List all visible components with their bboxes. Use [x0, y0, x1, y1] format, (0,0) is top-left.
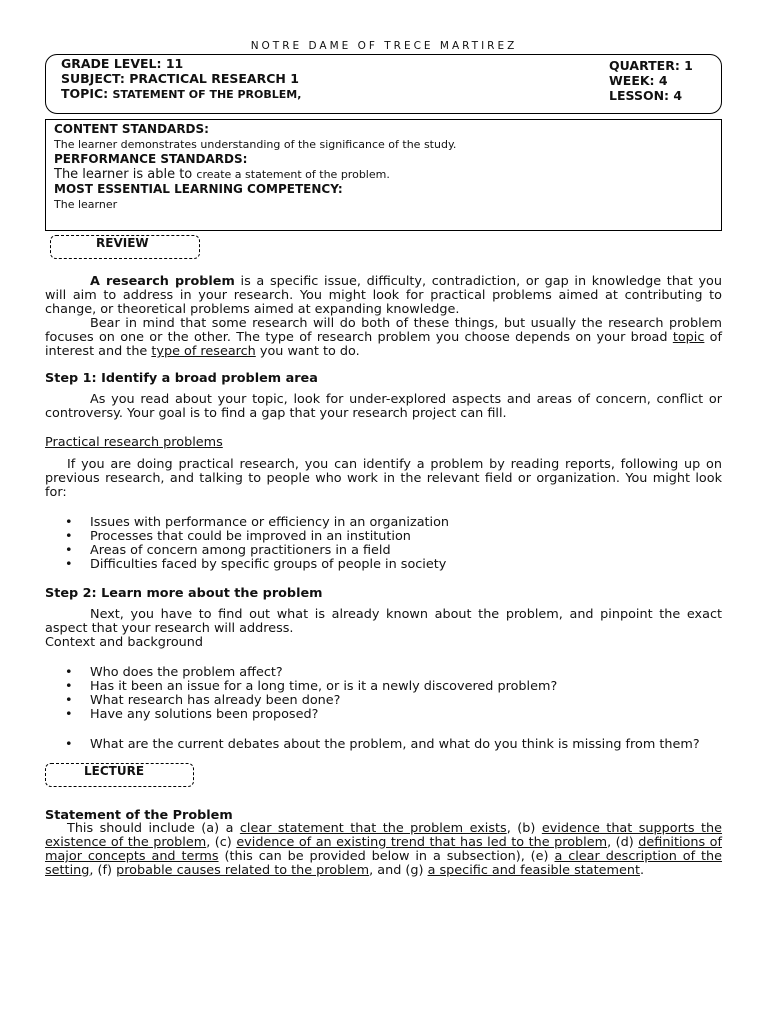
step1-section — [45, 393, 722, 421]
step2-list — [45, 666, 722, 722]
intro-section — [45, 275, 722, 359]
lesson: LESSON: 4 — [609, 88, 683, 103]
performance-standards-heading: PERFORMANCE STANDARDS: — [54, 152, 248, 166]
header-right — [609, 58, 693, 103]
list-item: • What are the current debates about the problem, and what do you think is missing from them? — [45, 738, 722, 752]
list-item: • What research has already been done? — [45, 694, 722, 708]
step2-heading: Step 2: Learn more about the problem — [45, 586, 323, 601]
intro-paragraph-1: A research problem is a specific issue, difficulty, contradiction, or gap in knowledge that you will aim to address in your research. You might look for practical problems aimed at contributing to change, or theoretical problems aimed at expanding knowledge. — [45, 274, 722, 317]
step1-heading: Step 1: Identify a broad problem area — [45, 371, 318, 386]
list-item: • Difficulties faced by specific groups of people in society — [45, 558, 722, 572]
review-label: REVIEW — [96, 236, 149, 250]
list-item: • Have any solutions been proposed? — [45, 708, 722, 722]
list-item: • Processes that could be improved in an institution — [45, 530, 722, 544]
performance-prefix: The learner is able to — [54, 167, 197, 182]
competency-heading: MOST ESSENTIAL LEARNING COMPETENCY: — [54, 182, 343, 196]
statement-heading: Statement of the Problem — [45, 808, 233, 823]
header-left — [61, 56, 301, 102]
content-standards-text: The learner demonstrates understanding of the significance of the study. — [54, 138, 457, 151]
type-of-research-link[interactable]: type of research — [151, 344, 256, 359]
topic-link[interactable]: topic — [672, 330, 705, 345]
standards — [54, 122, 456, 212]
performance-standards-text: create a statement of the problem. — [196, 168, 390, 181]
statement-section — [45, 822, 722, 878]
competency-text: The learner — [54, 198, 118, 211]
context-subheading: Context and background — [45, 635, 204, 650]
practical-section — [45, 458, 722, 500]
list-item: • Who does the problem affect? — [45, 666, 722, 680]
practical-heading: Practical research problems — [45, 435, 223, 450]
list-item: • Issues with performance or efficiency in an organization — [45, 516, 722, 530]
topic: TOPIC: STATEMENT OF THE PROBLEM, — [61, 86, 302, 101]
step1-text: As you read about your topic, look for under-explored aspects and areas of concern, conflict or controversy. Your goal is to find a gap that your research project can fill. — [45, 392, 722, 421]
subject: SUBJECT: PRACTICAL RESEARCH 1 — [61, 71, 299, 86]
step2-section — [45, 608, 722, 650]
list-item: • Has it been an issue for a long time, or is it a newly discovered problem? — [45, 680, 722, 694]
quarter: QUARTER: 1 — [609, 58, 693, 73]
week: WEEK: 4 — [609, 73, 668, 88]
school-name: NOTRE DAME OF TRECE MARTIREZ — [250, 40, 518, 52]
practical-text: If you are doing practical research, you can identify a problem by reading reports, following up on previous research, and talking to people who work in the relevant field or organization. You might look for: — [45, 457, 722, 500]
content-standards-heading: CONTENT STANDARDS: — [54, 122, 209, 136]
statement-text: This should include (a) a clear statement that the problem exists, (b) evidence that supports the existence of the problem, (c) evidence of an existing trend that has led to the problem, (d) definitions of major concepts and terms (this can be provided below in a subsection), (e) a clear description of the setting, (f) probable causes related to the problem, and (g) a specific and feasible statement. — [45, 821, 723, 878]
intro-paragraph-2: Bear in mind that some research will do both of these things, but usually the research problem focuses on one or the other. The type of research problem you choose depends on your broad topic of interest and the type of research you want to do. — [45, 316, 722, 359]
topic-value: STATEMENT OF THE PROBLEM, — [112, 88, 302, 101]
step2-last-list — [45, 738, 722, 752]
practical-list — [45, 516, 722, 572]
step2-text: Next, you have to find out what is already known about the problem, and pinpoint the exact aspect that your research will address. — [45, 607, 722, 636]
list-item: • Areas of concern among practitioners in a field — [45, 544, 722, 558]
grade-level: GRADE LEVEL: 11 — [61, 56, 184, 71]
lecture-label: LECTURE — [84, 764, 145, 778]
